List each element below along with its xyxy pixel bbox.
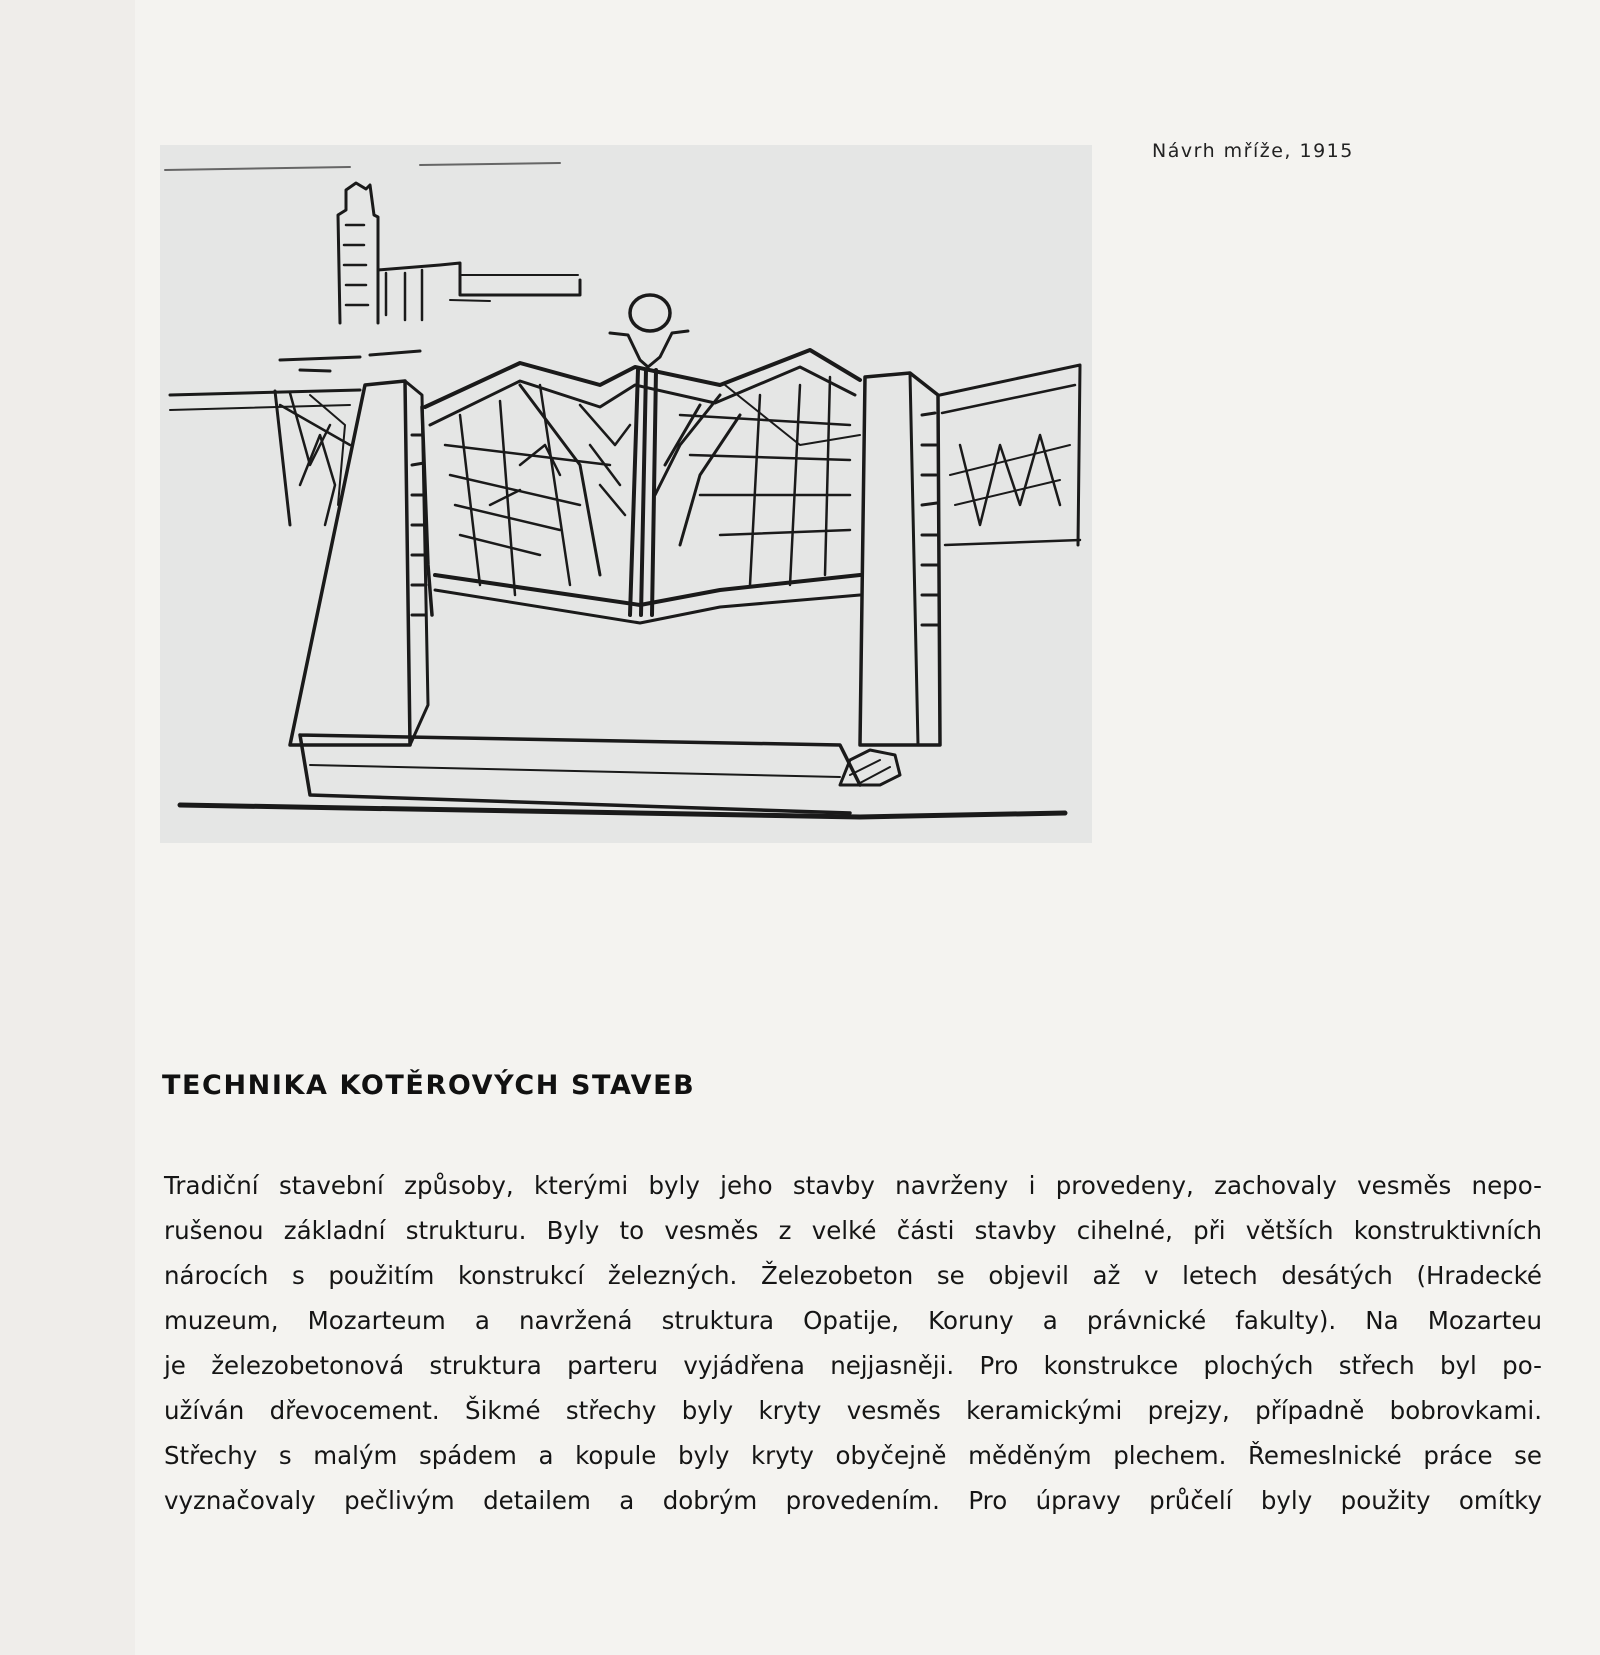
text-line: muzeum, Mozarteum a navržená struktura Opatije, Koruny a právnické fakulty). Na Mozarteu bbox=[164, 1306, 1542, 1335]
figure-caption: Návrh mříže, 1915 bbox=[1152, 140, 1354, 162]
gate-sketch-figure bbox=[160, 145, 1092, 843]
text-line: Střechy s malým spádem a kopule byly kryty obyčejně měděným plechem. Řemeslnické práce se bbox=[164, 1441, 1542, 1470]
text-line: rušenou základní strukturu. Byly to vesměs z velké části stavby cihelné, při větších konstruktivních bbox=[164, 1216, 1542, 1245]
gate-sketch-drawing bbox=[160, 145, 1092, 843]
text-line: Tradiční stavební způsoby, kterými byly jeho stavby navrženy i provedeny, zachovaly vesměs nepo- bbox=[164, 1171, 1542, 1200]
text-line: užíván dřevocement. Šikmé střechy byly kryty vesměs keramickými prejzy, případně bobrovkami. bbox=[164, 1396, 1542, 1425]
text-line: nárocích s použitím konstrukcí železných. Železobeton se objevil až v letech desátých (Hradecké bbox=[164, 1261, 1542, 1290]
section-heading: TECHNIKA KOTĚROVÝCH STAVEB bbox=[162, 1070, 696, 1101]
text-line: vyznačovaly pečlivým detailem a dobrým provedením. Pro úpravy průčelí byly použity omítky bbox=[164, 1486, 1542, 1515]
text-line: je železobetonová struktura parteru vyjádřena nejjasněji. Pro konstrukce plochých střech byl po- bbox=[164, 1351, 1542, 1380]
body-paragraph bbox=[164, 1163, 1542, 1523]
